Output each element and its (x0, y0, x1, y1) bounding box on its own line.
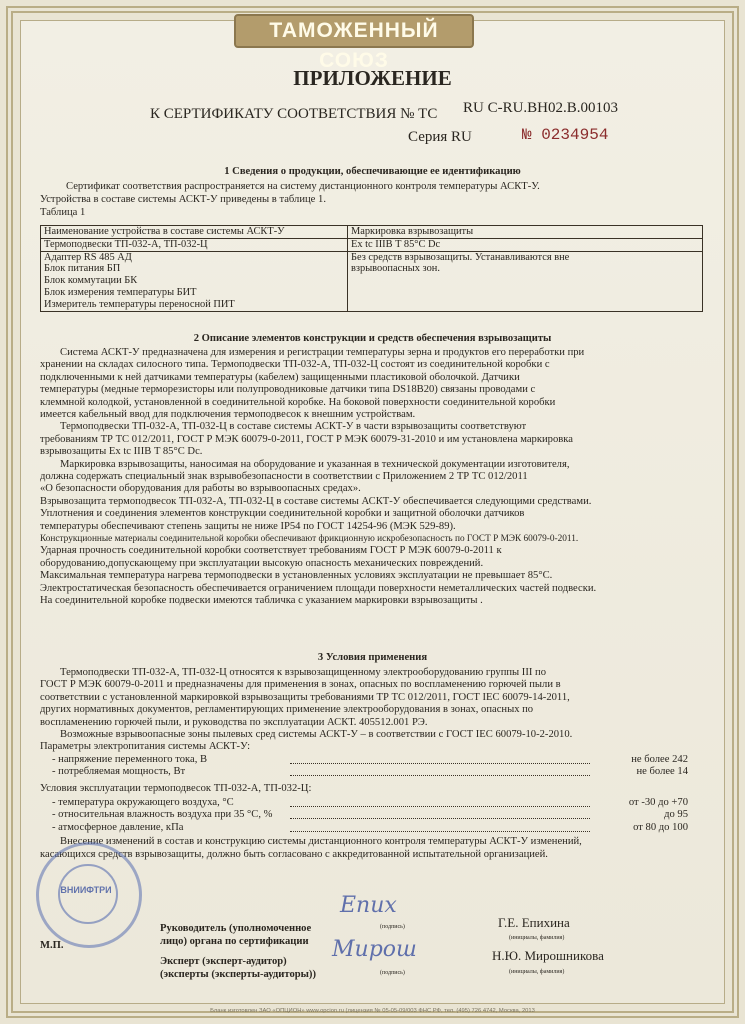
param-value: не более 242 (631, 753, 688, 765)
s2-line: клеммной колодкой, установленной в соединительной коробке. На боковой поверхности соединительной коробки (40, 396, 556, 408)
leader-dots (290, 763, 590, 764)
s2-line: должна содержать специальный знак взрывобезопасности в соответствии с Приложением 2 ТР ТС 012/2011 (40, 471, 528, 482)
form-footer: Бланк изготовлен ЗАО «ОПЦИОН» www.opcion.ru (лицензия № 05-05-09/003 ФНС РФ, тел. (495) 726 4742, Москва, 2013 (210, 1008, 535, 1014)
s2-line: Взрывозащита термоподвесок ТП-032-А, ТП-032-Ц в составе системы АСКТ-У обеспечивается следующими средствами. (40, 495, 592, 507)
head-label-1: Руководитель (уполномоченное (160, 923, 312, 934)
s2-line: Уплотнения и соединения элементов конструкции соединительной коробки и защитной оболочки датчиков (40, 508, 525, 520)
s2-line: «О безопасности оборудования для работы во взрывоопасных средах». (40, 483, 361, 495)
s2-line: Ударная прочность соединительной коробки соответствует требованиям ГОСТ Р МЭК 60079-0-2011 к (40, 545, 502, 557)
table-cell: Ex tc IIIВ T 85°C Dc (348, 238, 703, 251)
leader-dots (290, 818, 590, 819)
section-2-heading: 2 Описание элементов конструкции и средств обеспечения взрывозащиты (193, 333, 552, 344)
seal-stamp-text: ВНИИФТРИ (60, 885, 112, 895)
expert-signature: Мирош (332, 937, 417, 962)
s2-line: температуры (медные терморезисторы или полупроводниковые датчики типа DS18В20) связаны проводами с (40, 384, 536, 396)
s1-para-2: Устройства в составе системы АСКТ-У приведены в таблице 1. (40, 194, 326, 205)
s3-line: соответствии с установленной маркировкой взрывозащиты требованиями ТР ТС 012/2011, ГОСТ IEC 60079-14-2011, (40, 691, 570, 703)
customs-union-banner: ТАМОЖЕННЫЙ СОЮЗ (234, 14, 474, 48)
param-value: от 80 до 100 (633, 821, 688, 833)
expert-label-1: Эксперт (эксперт-аудитор) (160, 956, 287, 967)
param-label: - напряжение переменного тока, В (52, 753, 208, 765)
leader-dots (290, 831, 590, 832)
head-label-2: лицо) органа по сертификации (160, 936, 309, 947)
s2-line: Электростатическая безопасность обеспечивается ограничением площади поверхности неметаллических частей подвески. (40, 582, 597, 594)
s2-line: Максимальная температура нагрева термоподвески в установленных условиях эксплуатации не превышает 85°C. (40, 570, 553, 582)
param-label: - температура окружающего воздуха, °С (52, 797, 234, 808)
s2-line: оборудованию,допускающему при эксплуатации высокую опасность механических повреждений. (40, 557, 484, 569)
param-value: до 95 (664, 809, 688, 821)
param-label: - относительная влажность воздуха при 35 °С, % (52, 809, 273, 821)
s2-line: взрывозащиты Ex tc IIIВ T 85°C Dc. (40, 446, 203, 458)
table-row (41, 251, 703, 311)
head-name: Г.Е. Епихина (498, 915, 570, 930)
name-caption: (инициалы, фамилия) (509, 935, 565, 941)
param-label: - атмосферное давление, кПа (52, 821, 184, 833)
table-cell: Адаптер RS 485 АД Блок питания БП Блок коммутации БК Блок измерения температуры БИТ Измеритель температуры переносной ПИТ (41, 251, 348, 311)
table-header-cell: Наименование устройства в составе системы АСКТ-У (41, 226, 348, 239)
page-title: ПРИЛОЖЕНИЕ (293, 66, 452, 90)
leader-dots (290, 775, 590, 776)
expert-name: Н.Ю. Мирошникова (492, 948, 604, 963)
param-value: не более 14 (636, 766, 688, 778)
seal-placeholder: М.П. (40, 940, 64, 951)
s1-para-1: Сертификат соответствия распространяется на систему дистанционного контроля температуры АСКТ-У. (66, 181, 540, 192)
series-label: Серия RU (408, 129, 472, 145)
final-note: касающихся средств взрывозащиты, должно быть согласовано с аккредитованной испытательной организацией. (40, 848, 548, 860)
s2-line: подключенными к ней датчиками температуры (кабелем) защищенными пластиковой оболочкой. Датчики (40, 371, 520, 383)
table-label: Таблица 1 (40, 207, 86, 218)
s2-line: температуры обеспечивают степень защиты не ниже IP54 по ГОСТ 14254-96 (МЭК 529-89). (40, 520, 456, 532)
section-3-heading: 3 Условия применения (317, 652, 428, 663)
s2-line: хранении на складах силосного типа. Термоподвески ТП-032-А, ТП-032-Ц состоят из соединительной коробки с (40, 359, 550, 371)
s2-line: Конструкционные материалы соединительной коробки обеспечивают фрикционную искробезопасность по ГОСТ Р МЭК 60079-0-2011. (40, 534, 579, 544)
s3-line: Термоподвески ТП-032-А, ТП-032-Ц относятся к взрывозащищенному электрооборудованию группы III по (60, 667, 546, 678)
series-number: № 0234954 (522, 126, 609, 144)
certificate-number: RU C-RU.ВН02.В.00103 (463, 100, 619, 116)
table-header-row (41, 226, 703, 239)
s2-line: Термоподвески ТП-032-А, ТП-032-Ц в составе системы АСКТ-У в части взрывозащиты соответствуют (60, 421, 527, 433)
head-signature: Епих (340, 893, 397, 918)
s2-line: имеется кабельный ввод для подключения термоподвесок к внешним устройствам. (40, 409, 416, 420)
devices-table (40, 225, 703, 312)
leader-dots (290, 806, 590, 807)
sign-caption: (подпись) (380, 924, 405, 930)
section-1-heading: 1 Сведения о продукции, обеспечивающие ее идентификацию (224, 166, 521, 177)
expert-label-2: (эксперты (эксперты-аудиторы)) (160, 969, 316, 980)
s3-line: ГОСТ Р МЭК 60079-0-2011 и предназначены для применения в зонах, опасных по воспламенению горючей пыли в (40, 679, 561, 691)
param-label: - потребляемая мощность, Вт (52, 766, 186, 778)
s2-line: Система АСКТ-У предназначена для измерения и регистрации температуры зерна и продуктов его переработки при (60, 347, 585, 358)
table-cell: Без средств взрывозащиты. Устанавливаются вне взрывоопасных зон. (348, 251, 703, 311)
conditions-title: Условия эксплуатации термоподвесок ТП-032-А, ТП-032-Ц: (40, 782, 312, 794)
param-value: от -30 до +70 (628, 797, 688, 808)
s3-line: Параметры электропитания системы АСКТ-У: (40, 741, 251, 753)
table-cell: Термоподвески ТП-032-А, ТП-032-Ц (41, 238, 348, 251)
sign-caption: (подпись) (380, 970, 405, 976)
s3-line: других нормативных документов, регламентирующих применение электрооборудования в зонах, опасных по (40, 704, 534, 716)
s2-line: Маркировка взрывозащиты, наносимая на оборудование и указанная в технической документации изготовителя, (60, 458, 570, 470)
table-header-cell: Маркировка взрывозащиты (348, 226, 703, 239)
s2-line: требованиям ТР ТС 012/2011, ГОСТ Р МЭК 60079-0-2011, ГОСТ Р МЭК 60079-31-2010 и им установлена маркировка (40, 433, 573, 445)
name-caption: (инициалы, фамилия) (509, 969, 565, 975)
s2-line: На соединительной коробке подвески имеются табличка с указанием маркировки взрывозащиты . (40, 595, 483, 606)
table-row (41, 238, 703, 251)
final-note: Внесение изменений в состав и конструкцию системы дистанционного контроля температуры АСКТ-У изменений, (60, 836, 582, 848)
s3-line: Возможные взрывоопасные зоны пылевых сред системы АСКТ-У – в соответствии с ГОСТ IEC 60079-10-2-2010. (60, 729, 573, 740)
subtitle: К СЕРТИФИКАТУ СООТВЕТСТВИЯ № ТС (150, 106, 438, 122)
s3-line: воспламенению горючей пыли, и руководства по эксплуатации АСКТ. 405512.001 РЭ. (40, 716, 428, 728)
